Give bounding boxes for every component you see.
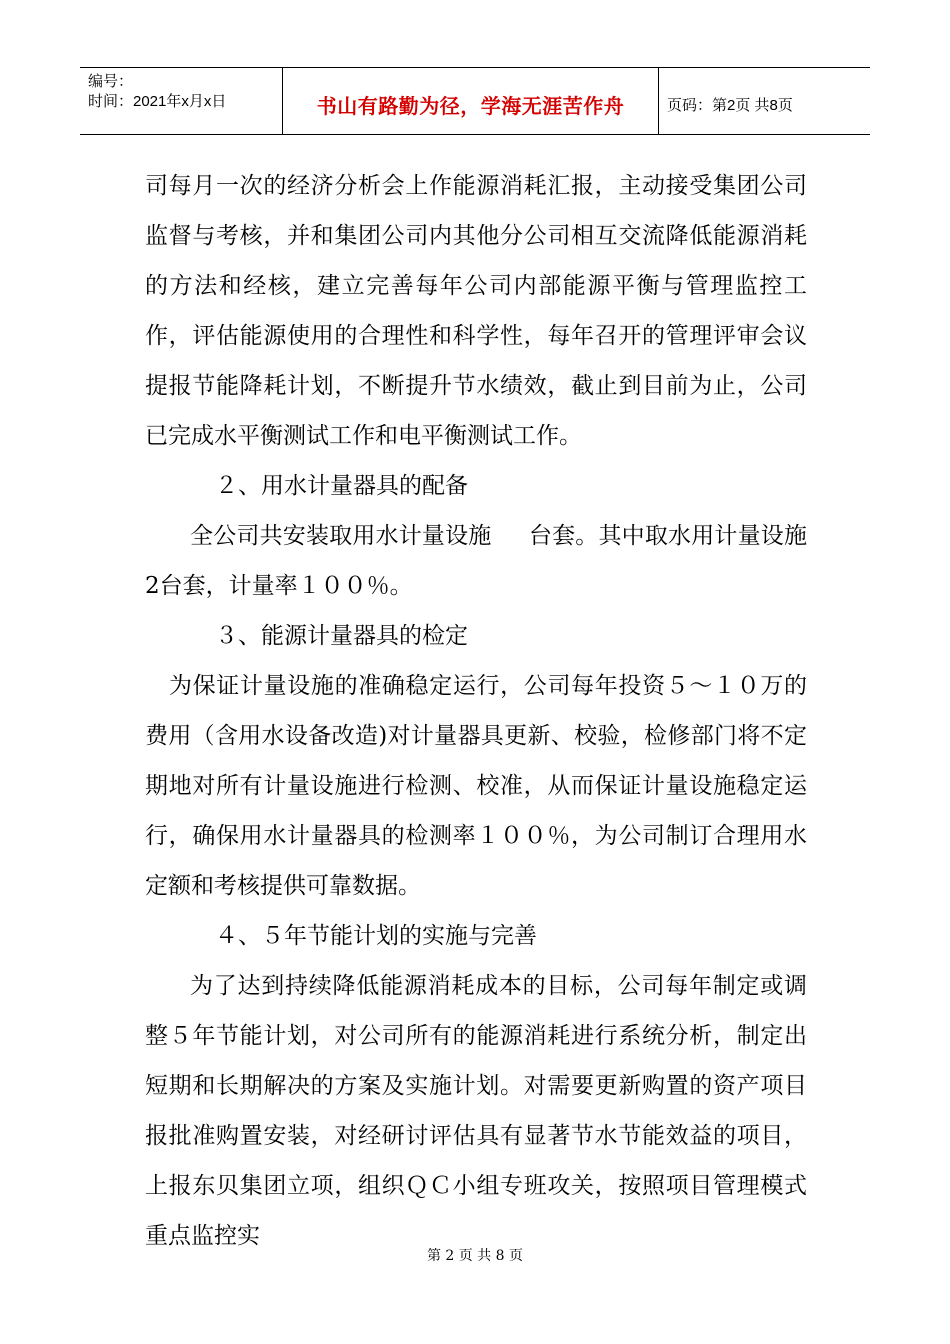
header-motto-cell <box>283 68 659 134</box>
body-paragraph: 为了达到持续降低能源消耗成本的目标，公司每年制定或调整５年节能计划，对公司所有的能源消耗进行系统分析，制定出短期和长期解决的方案及实施计划。对需要更新购置的资产项目报批准购置安装，对经研讨评估具有显著节水节能效益的项目，上报东贝集团立项，组织ＱＣ小组专班攻关，按照项目管理模式重点监控实 <box>145 973 807 1249</box>
document-body <box>145 161 807 1261</box>
header-motto: 书山有路勤为径，学海无涯苦作舟 <box>316 93 625 118</box>
body-paragraph: 全公司共安装取用水计量设施 台套。其中取水用计量设施2台套，计量率１００％。 <box>145 523 807 599</box>
header-page-info: 页码：第2页 共8页 <box>667 96 793 114</box>
section-heading: ４、５年节能计划的实施与完善 <box>215 923 537 949</box>
body-paragraph: 司每月一次的经济分析会上作能源消耗汇报，主动接受集团公司监督与考核，并和集团公司内其他分公司相互交流降低能源消耗的方法和经核，建立完善每年公司内部能源平衡与管理监控工作，评估能源使用的合理性和科学性，每年召开的管理评审会议提报节能降耗计划，不断提升节水绩效，截止到目前为止，公司已完成水平衡测试工作和电平衡测试工作。 <box>145 173 807 449</box>
header-meta-cell <box>80 68 283 134</box>
document-time-label: 时间：2021年x月x日 <box>88 93 227 110</box>
document-number-label: 编号： <box>88 73 134 90</box>
page-footer: 第 2 页 共 8 页 <box>426 1248 524 1264</box>
section-heading: ３、能源计量器具的检定 <box>215 623 468 649</box>
section-heading: ２、用水计量器具的配备 <box>215 473 468 499</box>
body-paragraph: 为保证计量设施的准确稳定运行，公司每年投资５～１０万的费用（含用水设备改造)对计量器具更新、校验，检修部门将不定期地对所有计量设施进行检测、校准，从而保证计量设施稳定运行，确保用水计量器具的检测率１００％，为公司制订合理用水定额和考核提供可靠数据。 <box>145 673 807 899</box>
document-header <box>80 67 870 135</box>
header-page-cell <box>659 68 870 134</box>
